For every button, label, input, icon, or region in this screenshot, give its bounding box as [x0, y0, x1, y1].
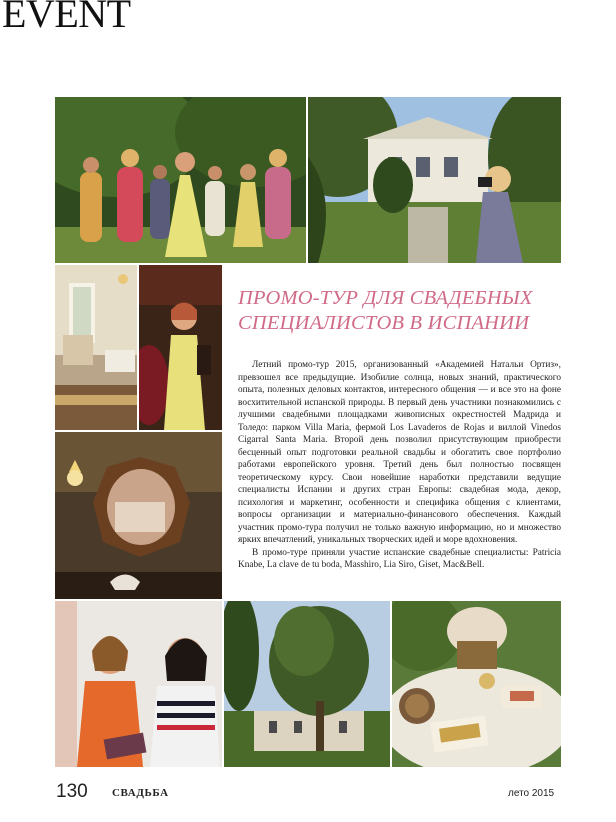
photo-table-decor: [392, 601, 561, 767]
photo-group-walking: [55, 97, 306, 263]
section-label: EVENT: [2, 0, 131, 36]
photo-villa-photographer: [308, 97, 561, 263]
article-paragraph: В промо-туре приняли участие испанские свадебные специалисты: Patricia Knabe, La clave de tu boda, Masshiro, Lia Siro, Giset, Mac&Bell.: [238, 547, 561, 570]
photo-ornate-mirror: [55, 432, 222, 599]
photo-tree-villa: [224, 601, 390, 767]
headline-line: ПРОМО-ТУР ДЛЯ СВАДЕБНЫХ: [238, 287, 533, 309]
article-paragraph: Летний промо-тур 2015, организованный «Академией Натальи Ортиз», превзошел все предыдущие. Изобилие солнца, новых знаний, практического опыта, полезных деловых контактов, интересного общения — и все это на фоне восхитительной испанской природы. В первый день участники познакомились с лучшими свадебными площадками живописных окрестностей Мадрида и Толедо: парком Villa Maria, фермой Los Lavaderos de Rojas и виллой Vinedos Cigarral Santa Maria. Второй день позволил присутствующим приобрести бесценный опыт подготовки реальной свадьбы и обогатить свое портфолио работами европейского уровня. Третий день был полностью посвящен теоретическому курсу. Свои новейшие наработки представили ведущие специалисты Испании и других стран Европы: свадебная мода, декор, психология и маркетинг, особенности и специфика общения с клиентами, вопросы организации и материально-финансового обеспечения. Каждый участник промо-тура получил не только важную информацию, но и множество ярких впечатлений, уникальных творческих идей и море вдохновения.: [238, 360, 561, 545]
photo-interior-room: [55, 265, 137, 430]
magazine-name: СВАДЬБА: [112, 787, 169, 799]
issue-label: лето 2015: [508, 788, 555, 799]
article-headline: [238, 286, 568, 336]
headline-line: СПЕЦИАЛИСТОВ В ИСПАНИИ: [238, 312, 530, 334]
photo-woman-yellow-dress: [139, 265, 222, 430]
page-number: 130: [56, 781, 88, 802]
article-body: [238, 359, 561, 572]
photo-women-tablet: [55, 601, 222, 767]
